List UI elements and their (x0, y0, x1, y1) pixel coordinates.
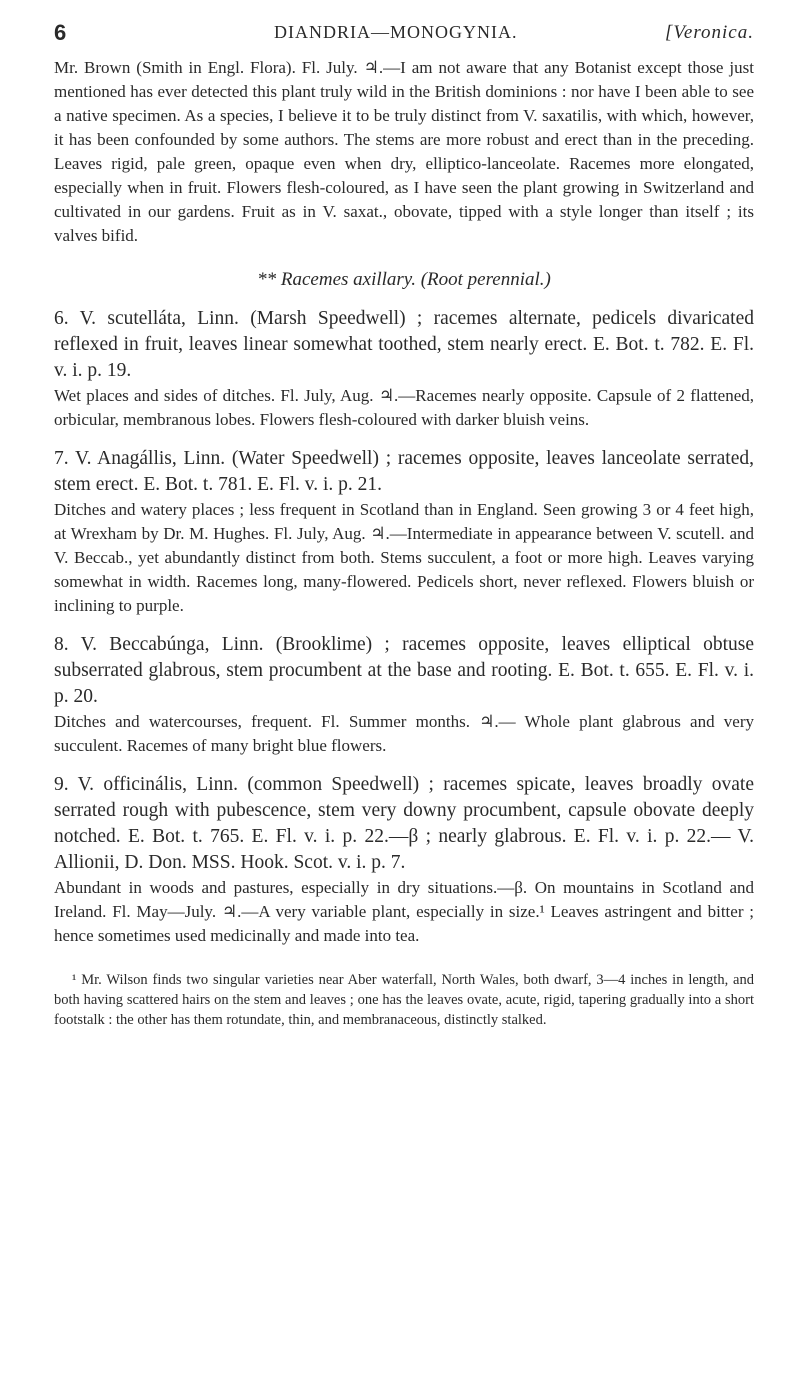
footnote: ¹ Mr. Wilson finds two singular varieties near Aber waterfall, North Wales, both dwarf, 3—4 inches in length, and both having scattered hairs on the stem and leaves ; one has the leaves ovate, acute, rigid, tapering gradually into a short footstalk : the other has them rotundate, thin, and membranaceous, distinctly stalked. (54, 972, 754, 1028)
species-diagnosis: 8. V. Beccabúnga, Linn. (Brooklime) ; racemes opposite, leaves elliptical obtuse subserrated glabrous, stem procumbent at the base and rooting. E. Bot. t. 655. E. Fl. v. i. p. 20. (54, 634, 754, 707)
section-heading: ** Racemes axillary. (Root perennial.) (257, 269, 551, 290)
species-entry-7 (54, 446, 754, 618)
running-head-title: DIANDRIA—MONOGYNIA. (274, 22, 518, 42)
species-notes: Wet places and sides of ditches. Fl. July, Aug. ♃.—Racemes nearly opposite. Capsule of 2 flattened, orbicular, membranous lobes. Flowers flesh-coloured with darker bluish veins. (54, 386, 754, 429)
species-notes: Ditches and watercourses, frequent. Fl. Summer months. ♃.— Whole plant glabrous and very succulent. Racemes of many bright blue flowers. (54, 712, 754, 755)
species-diagnosis: 7. V. Anagállis, Linn. (Water Speedwell) ; racemes opposite, leaves lanceolate serrated, stem erect. E. Bot. t. 781. E. Fl. v. i. p. 21. (54, 448, 754, 495)
species-diagnosis: 6. V. scutelláta, Linn. (Marsh Speedwell) ; racemes alternate, pedicels divaricated reflexed in fruit, leaves linear somewhat toothed, stem nearly erect. E. Bot. t. 782. E. Fl. v. i. p. 19. (54, 308, 754, 381)
running-head (54, 20, 754, 56)
species-entry-9 (54, 772, 754, 948)
running-head-genus: [Veronica. (665, 22, 754, 43)
species-notes: Abundant in woods and pastures, especially in dry situations.—β. On mountains in Scotland and Ireland. Fl. May—July. ♃.—A very variable plant, especially in size.¹ Leaves astringent and bitter ; hence sometimes used medicinally and made into tea. (54, 878, 754, 945)
book-page (54, 20, 754, 1030)
species-entry-6 (54, 306, 754, 432)
species-notes: Ditches and watery places ; less frequent in Scotland than in England. Seen growing 3 or 4 feet high, at Wrexham by Dr. M. Hughes. Fl. July, Aug. ♃.—Intermediate in appearance between V. scutell. and V. Beccab., yet abundantly distinct from both. Stems succulent, a foot or more high. Leaves varying somewhat in width. Racemes long, many-flowered. Pedicels short, never reflexed. Flowers bluish or inclining to purple. (54, 500, 754, 615)
intro-paragraph: Mr. Brown (Smith in Engl. Flora). Fl. July. ♃.—I am not aware that any Botanist except those just mentioned has ever detected this plant truly wild in the British dominions : nor have I been able to see a native specimen. As a species, I believe it to be truly distinct from V. saxatilis, with which, however, it has been confounded by some authors. The stems are more robust and erect than in the preceding. Leaves rigid, pale green, opaque even when dry, elliptico-lanceolate. Racemes more elongated, especially when in fruit. Flowers flesh-coloured, as I have seen the plant growing in Switzerland and cultivated in our gardens. Fruit as in V. saxat., obovate, tipped with a style longer than itself ; its valves bifid. (54, 58, 754, 245)
species-diagnosis: 9. V. officinális, Linn. (common Speedwell) ; racemes spicate, leaves broadly ovate serrated rough with pubescence, stem very downy procumbent, capsule obovate deeply notched. E. Bot. t. 765. E. Fl. v. i. p. 22.—β ; nearly glabrous. E. Fl. v. i. p. 22.— V. Allionii, D. Don. MSS. Hook. Scot. v. i. p. 7. (54, 774, 754, 873)
species-entry-8 (54, 632, 754, 758)
page-number: 6 (54, 20, 68, 45)
